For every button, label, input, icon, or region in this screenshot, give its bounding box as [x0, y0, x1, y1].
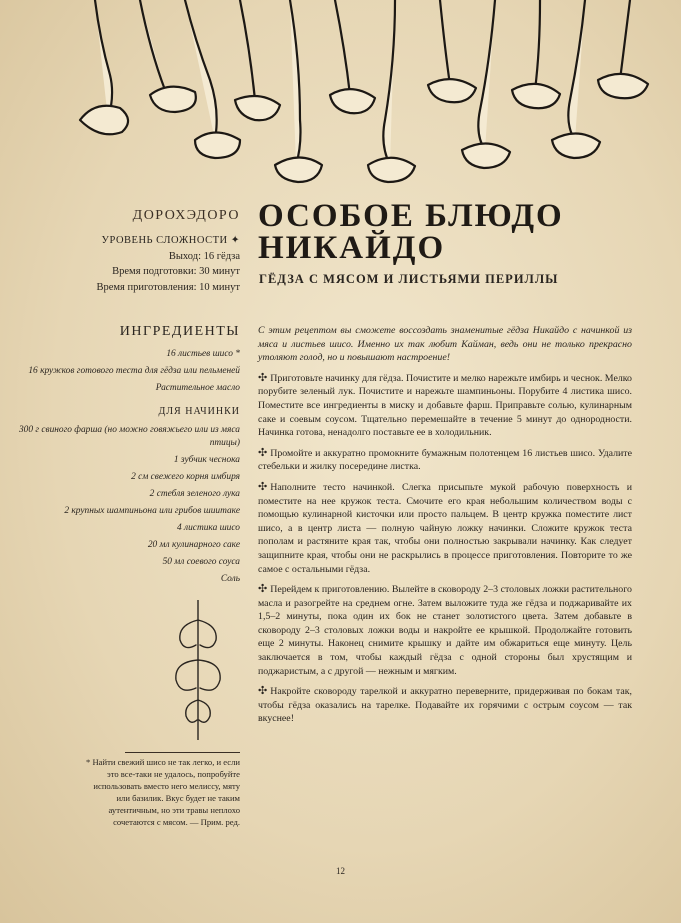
- ingredient-item: 2 см свежего корня имбиря: [131, 472, 240, 482]
- filling-heading: ДЛЯ НАЧИНКИ: [158, 406, 240, 417]
- bullet-icon: ✣: [258, 446, 268, 459]
- step-5: [258, 685, 632, 726]
- step-text: Накройте сковороду тарелкой и аккуратно переверните, придерживая по бокам так, чтобы гёдза оказались на тарелке. Подавайте их горячими с острым соусом — так вкуснее!: [258, 686, 632, 725]
- step-text: Наполните тесто начинкой. Слегка присыпьте мукой рабочую поверхность и поместите на нее кружок теста. Смочите его края небольшим количеством воды с помощью кулинарной кисточки или просто пальцем. В центр кружка поместите лист шисо, а в центр листа — полную чайную ложку начинки. Сложите кружок теста пополам и растяните края так, чтобы они полностью закрывали начинку. Как следует защипните края, чтобы они не раскрылись в процессе приготовления. Повторите то же самое с остальными гёдза.: [258, 481, 632, 575]
- ingredient-item: 300 г свиного фарша (но можно говяжьего или из мяса птицы): [18, 425, 240, 448]
- footnote-rule: [125, 752, 240, 753]
- mushroom-illustration: [0, 0, 681, 190]
- ingredients-heading: ИНГРЕДИЕНТЫ: [119, 324, 240, 339]
- step-3: [258, 481, 632, 576]
- bullet-icon: ✣: [258, 685, 268, 698]
- bullet-icon: ✣: [258, 583, 268, 596]
- step-text: Перейдем к приготовлению. Вылейте в сковороду 2–3 столовых ложки растительного масла и разогрейте на среднем огне. Затем выложите туда же гёдза и поджаривайте их 1,5–2 минуты, пока один их бок не станет золотистого цвета. Затем добавьте в сковороду 2–3 столовых ложки воды и накройте ее крышкой. Продолжайте готовить еще 2 минуты. Наконец снимите крышку и дайте им обжариться еще минуту. Цель заключается в том, чтобы каждый гёдза с одной стороны был хрустящим и поджаристым, а с другой — нежным и мягким.: [258, 584, 632, 677]
- ingredient-item: 20 мл кулинарного саке: [147, 540, 240, 550]
- ingredient-item: Соль: [220, 574, 240, 584]
- cook-time: Время приготовления: 10 минут: [96, 281, 240, 293]
- recipe-body: [258, 324, 632, 733]
- ingredient-item: 4 листика шисо: [177, 523, 240, 533]
- page-number: 12: [336, 866, 345, 876]
- yield: Выход: 16 гёдза: [168, 250, 240, 262]
- title-line: НИКАЙДО: [258, 230, 446, 266]
- step-1: [258, 372, 632, 440]
- ingredient-item: 2 стебля зеленого лука: [149, 489, 240, 499]
- step-2: [258, 447, 632, 474]
- footnote: * Найти свежий шисо не так легко, и если это все-таки не удалось, попробуйте использовать вместо него мелиссу, мяту или базилик. Вкус будет не таким аутентичным, но эти травы неплохо сочетаются с мясом. — Прим. ред.: [86, 757, 240, 827]
- recipe-subtitle: ГЁДЗА С МЯСОМ И ЛИСТЬЯМИ ПЕРИЛЛЫ: [259, 272, 559, 286]
- flourish-ornament: [168, 600, 228, 740]
- bullet-icon: ✣: [258, 371, 268, 384]
- ingredients-list: [0, 348, 240, 590]
- recipe-title: [258, 200, 658, 264]
- series-title: ДОРОХЭДОРО: [132, 208, 240, 223]
- step-text: Приготовьте начинку для гёдза. Почистите и мелко нарежьте имбирь и чеснок. Мелко порубите зеленый лук. Почистите и нарежьте шампиньоны. Порубите 4 листика шисо. Поместите все ингредиенты в миску и добавьте фарш. Приправьте солью, кулинарным саке и соевым соусом. Тщательно перемешайте в течение 5 минут до однородности. Начинка готова, ненадолго поставьте ее в холодильник.: [258, 372, 632, 439]
- bullet-icon: ✣: [258, 480, 268, 493]
- difficulty-level: УРОВЕНЬ СЛОЖНОСТИ ✦: [101, 235, 240, 246]
- ingredient-item: 1 зубчик чеснока: [173, 455, 240, 465]
- step-4: [258, 583, 632, 678]
- ingredient-item: 16 листьев шисо *: [166, 349, 240, 359]
- intro-text: С этим рецептом вы сможете воссоздать знаменитые гёдза Никайдо с начинкой из мяса и листьев шисо. Именно их так любит Кайман, ведь они не только прекрасно утоляют голод, но и повышают настроение!: [258, 325, 632, 364]
- ingredient-item: 50 мл соевого соуса: [162, 557, 240, 567]
- step-text: Промойте и аккуратно промокните бумажным полотенцем 16 листьев шисо. Удалите стебельки и жилку посередине листка.: [258, 447, 632, 473]
- ingredient-item: 16 кружков готового теста для гёдза или пельменей: [28, 366, 240, 376]
- ingredient-item: 2 крупных шампиньона или грибов шиитаке: [64, 506, 240, 516]
- prep-time: Время подготовки: 30 минут: [112, 266, 240, 277]
- title-line: ОСОБОЕ БЛЮДО: [258, 198, 564, 234]
- ingredient-item: Растительное масло: [155, 383, 240, 393]
- recipe-meta: [0, 233, 240, 295]
